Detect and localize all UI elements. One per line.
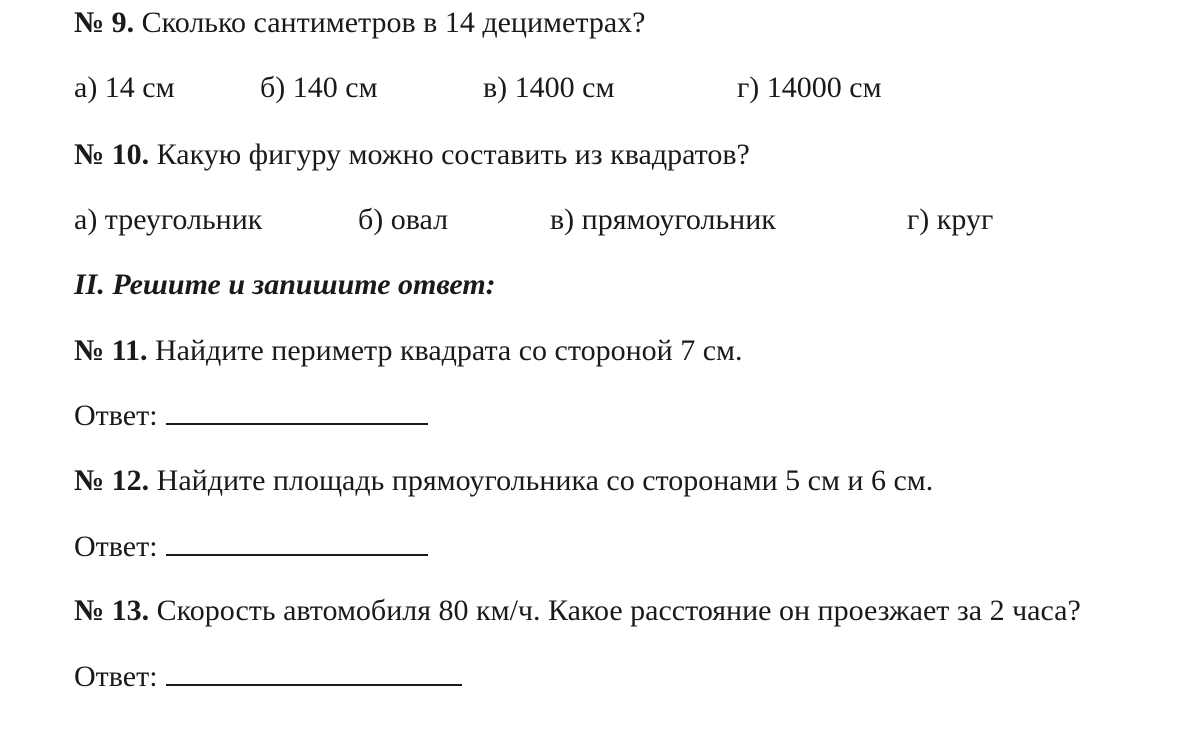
q9-option-c[interactable]: в) 1400 см	[483, 71, 615, 104]
question-text: Найдите периметр квадрата со стороной 7 см.	[155, 334, 743, 367]
answer-label: Ответ:	[74, 530, 158, 563]
question-text: Какую фигуру можно составить из квадратов?	[156, 138, 750, 171]
question-12	[74, 466, 933, 496]
q13-answer-blank[interactable]	[166, 666, 462, 686]
question-number: № 9.	[74, 6, 135, 39]
question-number: № 13.	[74, 594, 150, 627]
question-text: Сколько сантиметров в 14 дециметрах?	[141, 6, 646, 39]
q10-option-c[interactable]: в) прямоугольник	[550, 203, 776, 236]
q10-option-d[interactable]: г) круг	[907, 203, 994, 236]
question-number: № 10.	[74, 138, 150, 171]
q11-answer-line	[74, 401, 428, 431]
question-9	[74, 8, 645, 38]
question-text: Найдите площадь прямоугольника со сторонами 5 см и 6 см.	[156, 464, 934, 497]
question-number: № 11.	[74, 334, 148, 367]
question-text: Скорость автомобиля 80 км/ч. Какое расстояние он проезжает за 2 часа?	[156, 594, 1081, 627]
q9-option-d[interactable]: г) 14000 см	[737, 71, 882, 104]
answer-label: Ответ:	[74, 660, 158, 693]
q12-answer-blank[interactable]	[166, 536, 428, 556]
q10-option-a[interactable]: а) треугольник	[74, 203, 263, 236]
question-number: № 12.	[74, 464, 150, 497]
q13-answer-line	[74, 662, 462, 692]
q9-option-b[interactable]: б) 140 см	[260, 71, 378, 104]
section-title: II. Решите и запишите ответ:	[74, 268, 496, 301]
q9-option-a[interactable]: а) 14 см	[74, 71, 175, 104]
question-13	[74, 596, 1081, 626]
question-11	[74, 336, 743, 366]
q10-option-b[interactable]: б) овал	[358, 203, 449, 236]
question-10	[74, 140, 750, 170]
answer-label: Ответ:	[74, 399, 158, 432]
q11-answer-blank[interactable]	[166, 405, 428, 425]
q12-answer-line	[74, 532, 428, 562]
